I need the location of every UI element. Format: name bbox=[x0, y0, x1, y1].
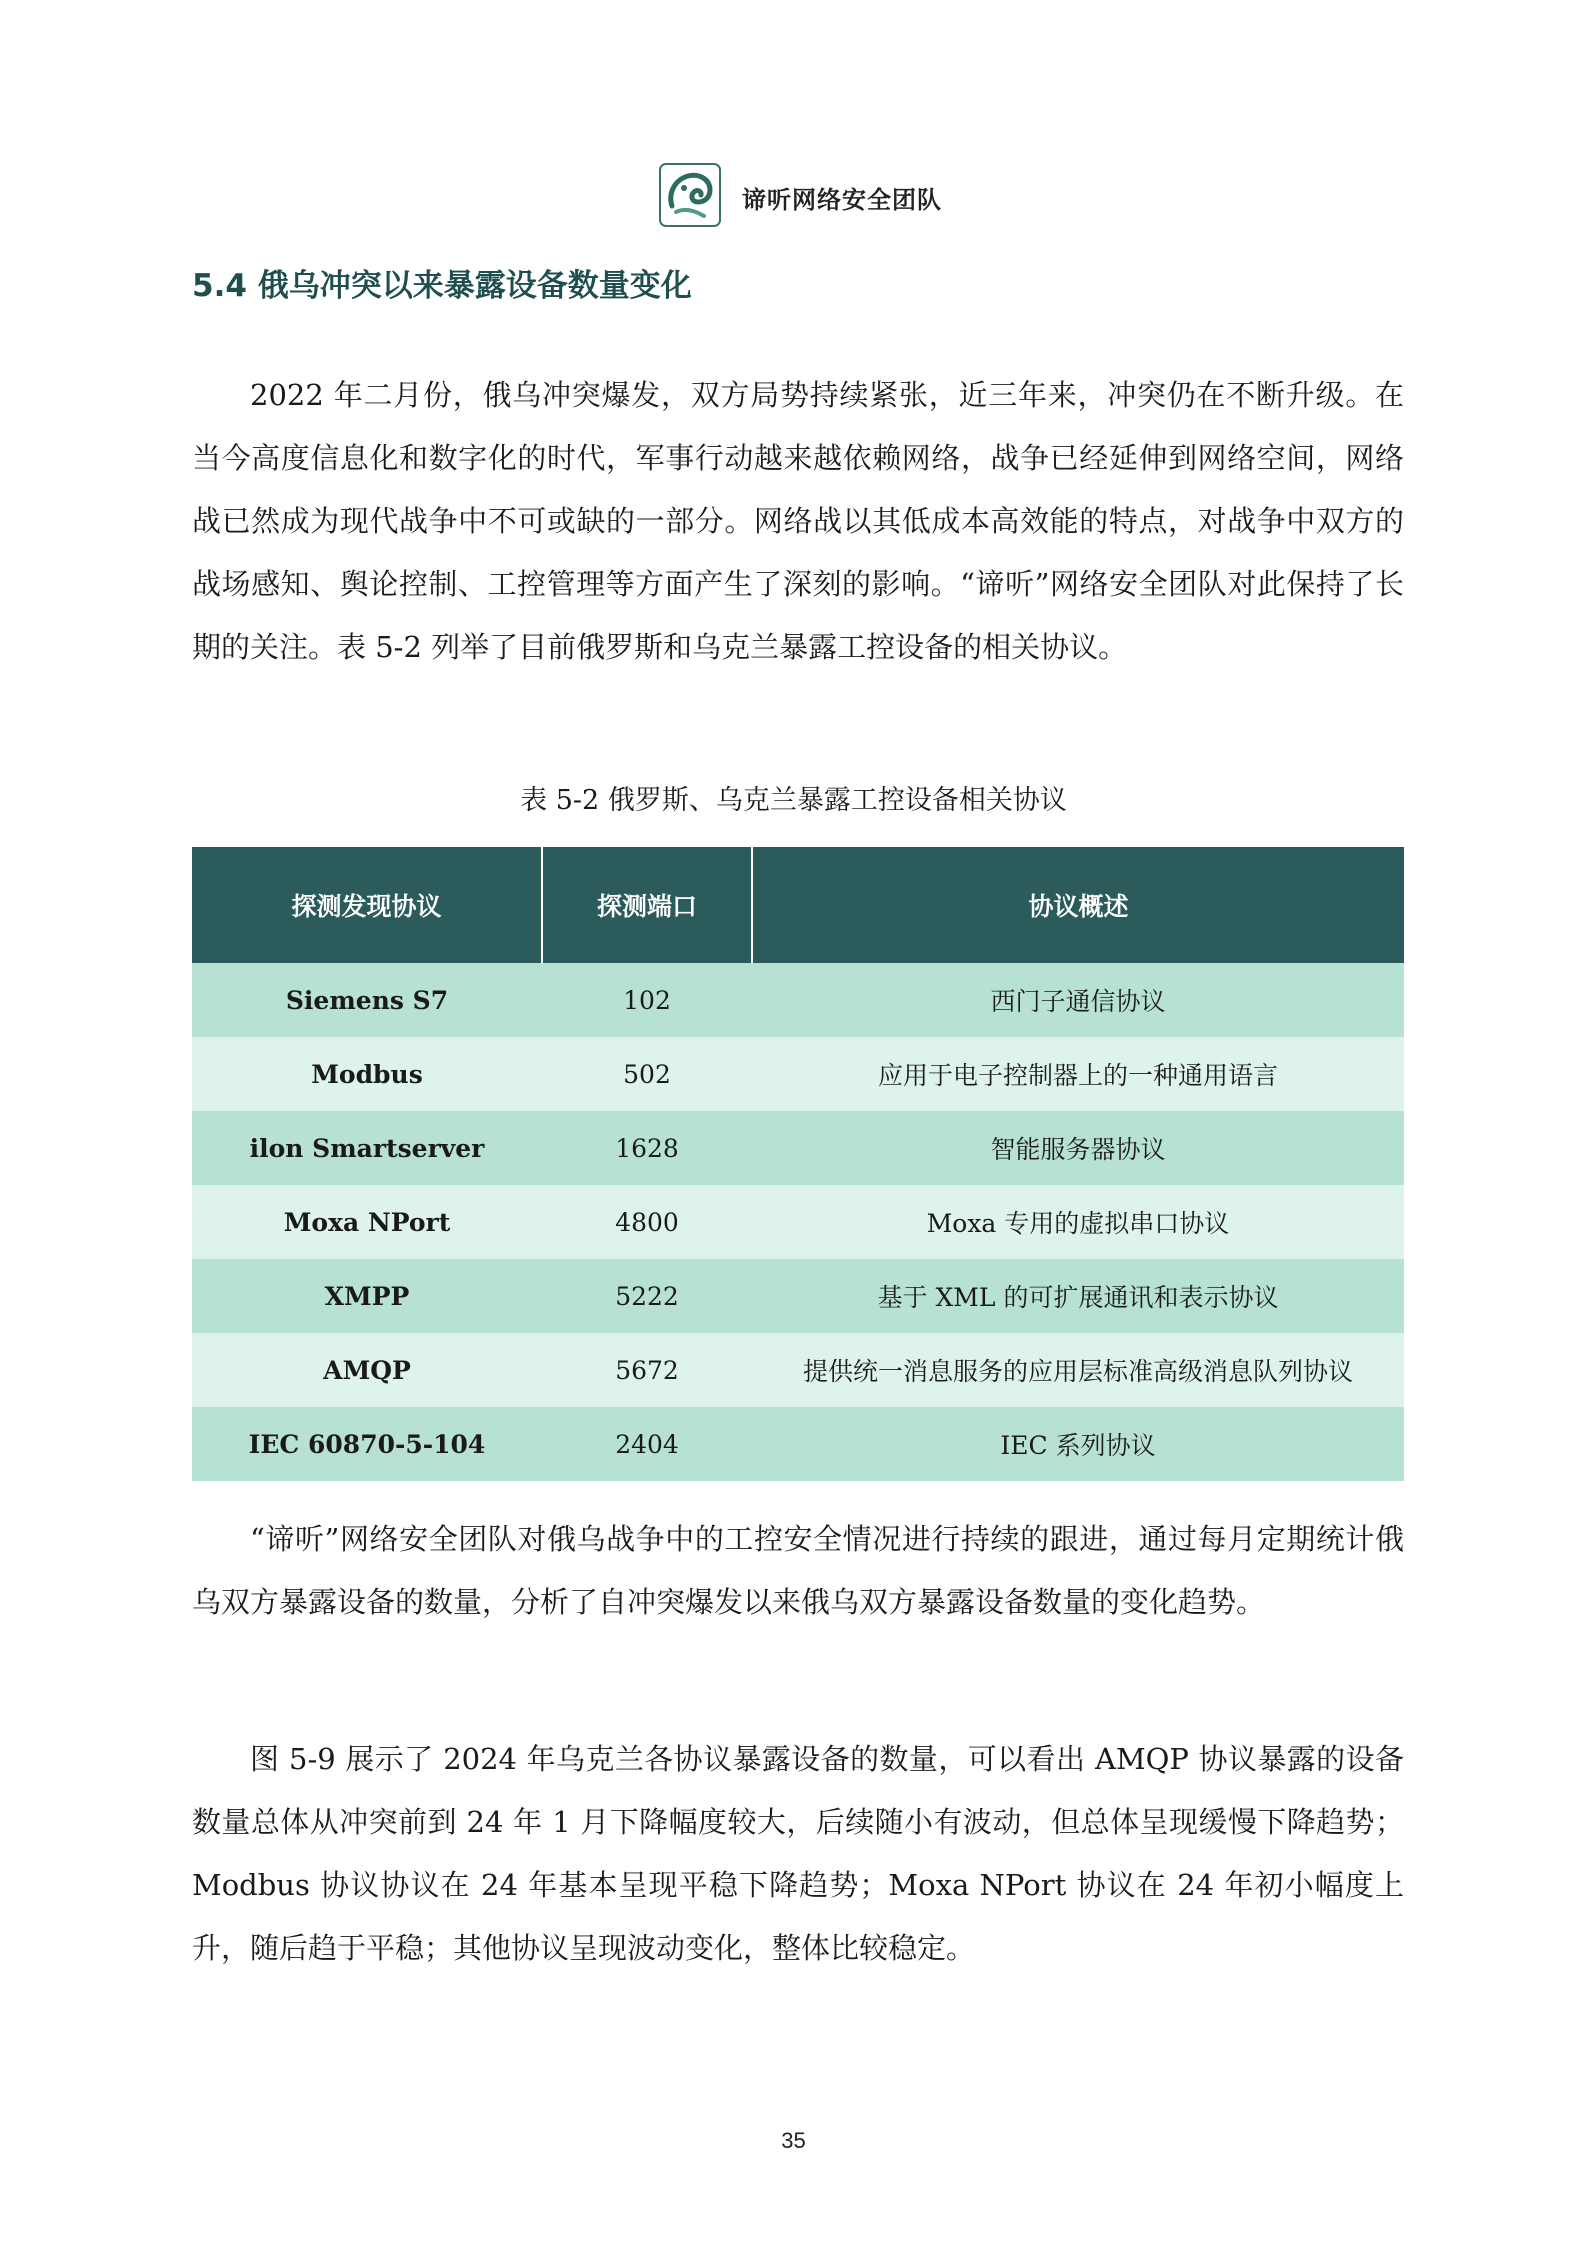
table-row bbox=[192, 1037, 1404, 1111]
protocol-cell: ilon Smartserver bbox=[192, 1111, 542, 1185]
protocol-cell: IEC 60870-5-104 bbox=[192, 1407, 542, 1481]
page-number: 35 bbox=[781, 2128, 806, 2153]
protocol-cell: Modbus bbox=[192, 1037, 542, 1111]
table-row bbox=[192, 963, 1404, 1037]
page-header bbox=[0, 160, 1587, 240]
port-cell: 102 bbox=[542, 963, 752, 1037]
tracking-paragraph: “谛听”网络安全团队对俄乌战争中的工控安全情况进行持续的跟进，通过每月定期统计俄乌双方暴露设备的数量，分析了自冲突爆发以来俄乌双方暴露设备数量的变化趋势。 bbox=[192, 1522, 1404, 1619]
table-row bbox=[192, 1259, 1404, 1333]
port-cell: 5222 bbox=[542, 1259, 752, 1333]
table-caption: 表 5-2 俄罗斯、乌克兰暴露工控设备相关协议 bbox=[520, 785, 1067, 816]
section-title: 5.4 俄乌冲突以来暴露设备数量变化 bbox=[192, 268, 692, 304]
table-header-row bbox=[192, 847, 1404, 963]
protocol-table bbox=[192, 847, 1404, 1481]
description-cell: 基于 XML 的可扩展通讯和表示协议 bbox=[752, 1259, 1404, 1333]
description-cell: IEC 系列协议 bbox=[752, 1407, 1404, 1481]
port-cell: 2404 bbox=[542, 1407, 752, 1481]
header-description: 协议概述 bbox=[752, 847, 1404, 963]
protocol-cell: XMPP bbox=[192, 1259, 542, 1333]
intro-paragraph: 2022 年二月份，俄乌冲突爆发，双方局势持续紧张，近三年来，冲突仍在不断升级。在当今高度信息化和数字化的时代，军事行动越来越依赖网络，战争已经延伸到网络空间，网络战已然成为现代战争中不可或缺的一部分。网络战以其低成本高效能的特点，对战争中双方的战场感知、舆论控制、工控管理等方面产生了深刻的影响。“谛听”网络安全团队对此保持了长期的关注。表 5-2 列举了目前俄罗斯和乌克兰暴露工控设备的相关协议。 bbox=[192, 378, 1404, 664]
table-row bbox=[192, 1407, 1404, 1481]
header-protocol: 探测发现协议 bbox=[192, 847, 542, 963]
description-cell: Moxa 专用的虚拟串口协议 bbox=[752, 1185, 1404, 1259]
description-cell: 西门子通信协议 bbox=[752, 963, 1404, 1037]
protocol-cell: Siemens S7 bbox=[192, 963, 542, 1037]
org-name: 谛听网络安全团队 bbox=[742, 186, 942, 214]
port-cell: 4800 bbox=[542, 1185, 752, 1259]
description-cell: 智能服务器协议 bbox=[752, 1111, 1404, 1185]
protocol-cell: AMQP bbox=[192, 1333, 542, 1407]
port-cell: 5672 bbox=[542, 1333, 752, 1407]
protocol-cell: Moxa NPort bbox=[192, 1185, 542, 1259]
description-cell: 应用于电子控制器上的一种通用语言 bbox=[752, 1037, 1404, 1111]
description-cell: 提供统一消息服务的应用层标准高级消息队列协议 bbox=[752, 1333, 1404, 1407]
port-cell: 502 bbox=[542, 1037, 752, 1111]
figure-description-paragraph: 图 5-9 展示了 2024 年乌克兰各协议暴露设备的数量，可以看出 AMQP 协议暴露的设备数量总体从冲突前到 24 年 1 月下降幅度较大，后续随小有波动，但总体呈现缓慢下降趋势；Modbus 协议协议在 24 年基本呈现平稳下降趋势；Moxa NPort 协议在 24 年初小幅度上升，随后趋于平稳；其他协议呈现波动变化，整体比较稳定。 bbox=[192, 1742, 1404, 1965]
team-logo-icon bbox=[658, 162, 722, 228]
table-row bbox=[192, 1185, 1404, 1259]
header-port: 探测端口 bbox=[542, 847, 752, 963]
table-row bbox=[192, 1333, 1404, 1407]
table-row bbox=[192, 1111, 1404, 1185]
port-cell: 1628 bbox=[542, 1111, 752, 1185]
